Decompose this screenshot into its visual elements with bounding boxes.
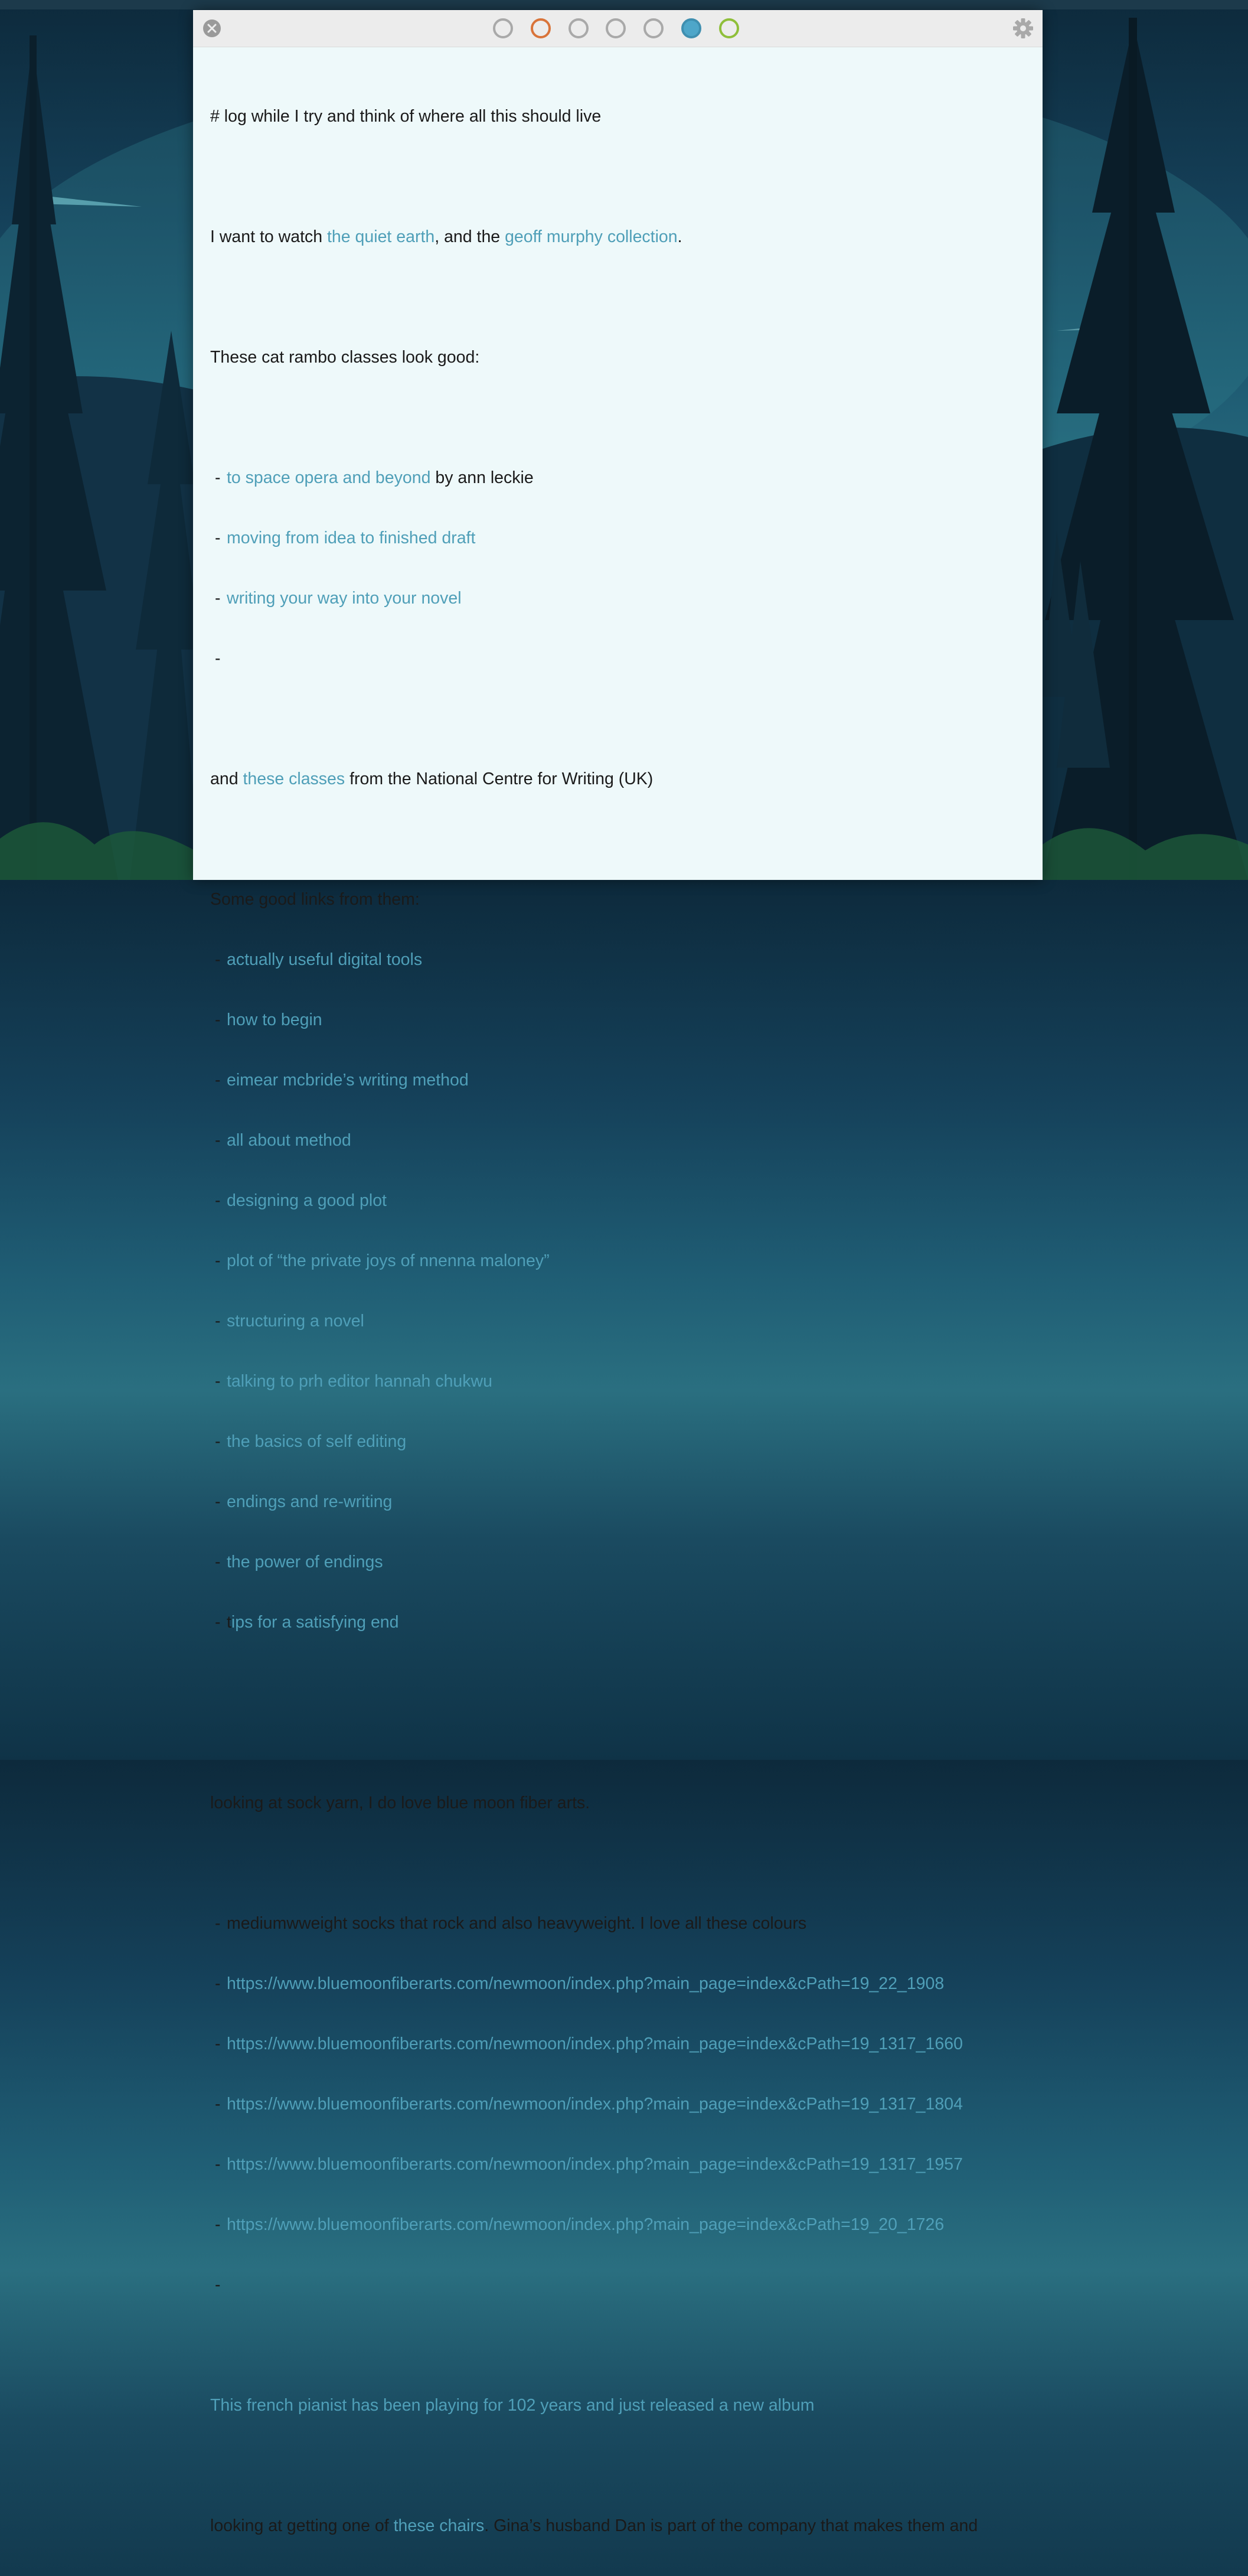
yarn-url-link[interactable]: https://www.bluemoonfiberarts.com/newmoon/index.php?main_page=index&cPath=19_20_1726 [227,2215,945,2234]
list-item: - https://www.bluemoonfiberarts.com/newmoon/index.php?main_page=index&cPath=19_20_1726 [215,2215,945,2234]
link-item[interactable]: endings and re-writing [227,1492,393,1511]
list-item: - https://www.bluemoonfiberarts.com/newmoon/index.php?main_page=index&cPath=19_1317_1660 [215,2034,963,2053]
color-dot-green[interactable] [719,18,739,38]
note-heading: # log while I try and think of where all this should live [210,107,602,126]
link-geoff-murphy-collection[interactable]: geoff murphy collection [505,227,678,246]
link-these-classes[interactable]: these classes [243,769,345,788]
link-item[interactable]: how to begin [227,1010,322,1029]
title-bar [193,10,1043,47]
list-item: - structuring a novel [215,1312,364,1331]
list-item: - endings and re-writing [215,1492,393,1511]
chairs-line: looking at getting one of these chairs. Gina’s husband Dan is part of the company that makes them and [210,2516,978,2535]
color-dot-gray-3[interactable] [606,18,626,38]
link-these-chairs[interactable]: these chairs [393,2516,485,2535]
color-dot-gray-1[interactable] [493,18,513,38]
list-item: - talking to prh editor hannah chukwu [215,1372,492,1391]
list-item: - tips for a satisfying end [215,1613,399,1632]
ncw-line: and these classes from the National Centre for Writing (UK) [210,769,654,788]
link-item[interactable]: the basics of self editing [227,1432,407,1451]
yarn-url-link[interactable]: https://www.bluemoonfiberarts.com/newmoon/index.php?main_page=index&cPath=19_22_1908 [227,1974,945,1993]
list-item: - eimear mcbride’s writing method [215,1071,469,1090]
link-writing-into-novel[interactable]: writing your way into your novel [227,589,462,608]
list-item: - all about method [215,1131,351,1150]
link-french-pianist[interactable]: This french pianist has been playing for 102 years and just released a new album [210,2396,815,2415]
yarn-intro: looking at sock yarn, I do love blue moon fiber arts. [210,1794,590,1812]
color-dot-gray-4[interactable] [643,18,664,38]
list-item: - mediumwweight socks that rock and also heavyweight. I love all these colours [215,1914,807,1933]
list-item: - how to begin [215,1010,322,1029]
notes-window [193,10,1043,2535]
list-item: - to space opera and beyond by ann leckie [215,468,534,487]
list-item: - the basics of self editing [215,1432,407,1451]
list-item: - https://www.bluemoonfiberarts.com/newmoon/index.php?main_page=index&cPath=19_1317_1957 [215,2155,963,2174]
list-item: - designing a good plot [215,1191,387,1210]
list-item: - actually useful digital tools [215,950,423,969]
link-item[interactable]: the power of endings [227,1553,383,1571]
list-item-empty: - [215,649,226,668]
yarn-url-link[interactable]: https://www.bluemoonfiberarts.com/newmoon/index.php?main_page=index&cPath=19_1317_1804 [227,2095,963,2114]
gear-icon[interactable] [1012,17,1034,40]
link-idea-to-draft[interactable]: moving from idea to finished draft [227,529,476,547]
link-item[interactable]: actually useful digital tools [227,950,423,969]
yarn-url-link[interactable]: https://www.bluemoonfiberarts.com/newmoon/index.php?main_page=index&cPath=19_1317_1660 [227,2034,963,2053]
link-item[interactable]: structuring a novel [227,1312,364,1331]
link-space-opera[interactable]: to space opera and beyond [227,468,431,487]
color-dot-gray-2[interactable] [569,18,589,38]
list-item: - writing your way into your novel [215,589,462,608]
list-item: - https://www.bluemoonfiberarts.com/newmoon/index.php?main_page=index&cPath=19_1317_1804 [215,2095,963,2114]
link-item[interactable]: plot of “the private joys of nnenna maloney” [227,1251,550,1270]
list-item-empty: - [215,2275,226,2294]
list-item: - plot of “the private joys of nnenna maloney” [215,1251,550,1270]
color-dot-blue[interactable] [681,18,701,38]
links-intro: Some good links from them: [210,890,420,909]
link-item[interactable]: designing a good plot [227,1191,387,1210]
watch-line: I want to watch the quiet earth, and the geoff murphy collection. [210,227,682,246]
link-item[interactable]: eimear mcbride’s writing method [227,1071,469,1090]
close-icon[interactable] [202,18,222,38]
link-satisfying-end[interactable]: ips for a satisfying end [231,1613,399,1632]
cat-rambo-intro: These cat rambo classes look good: [210,348,480,367]
list-item: - the power of endings [215,1553,383,1571]
link-item[interactable]: all about method [227,1131,351,1150]
color-dot-orange[interactable] [531,18,551,38]
list-item: - https://www.bluemoonfiberarts.com/newmoon/index.php?main_page=index&cPath=19_22_1908 [215,1974,945,1993]
note-content[interactable] [210,66,1031,2576]
list-item: - moving from idea to finished draft [215,529,476,547]
link-item[interactable]: talking to prh editor hannah chukwu [227,1372,492,1391]
link-the-quiet-earth[interactable]: the quiet earth [327,227,435,246]
yarn-url-link[interactable]: https://www.bluemoonfiberarts.com/newmoon/index.php?main_page=index&cPath=19_1317_1957 [227,2155,963,2174]
